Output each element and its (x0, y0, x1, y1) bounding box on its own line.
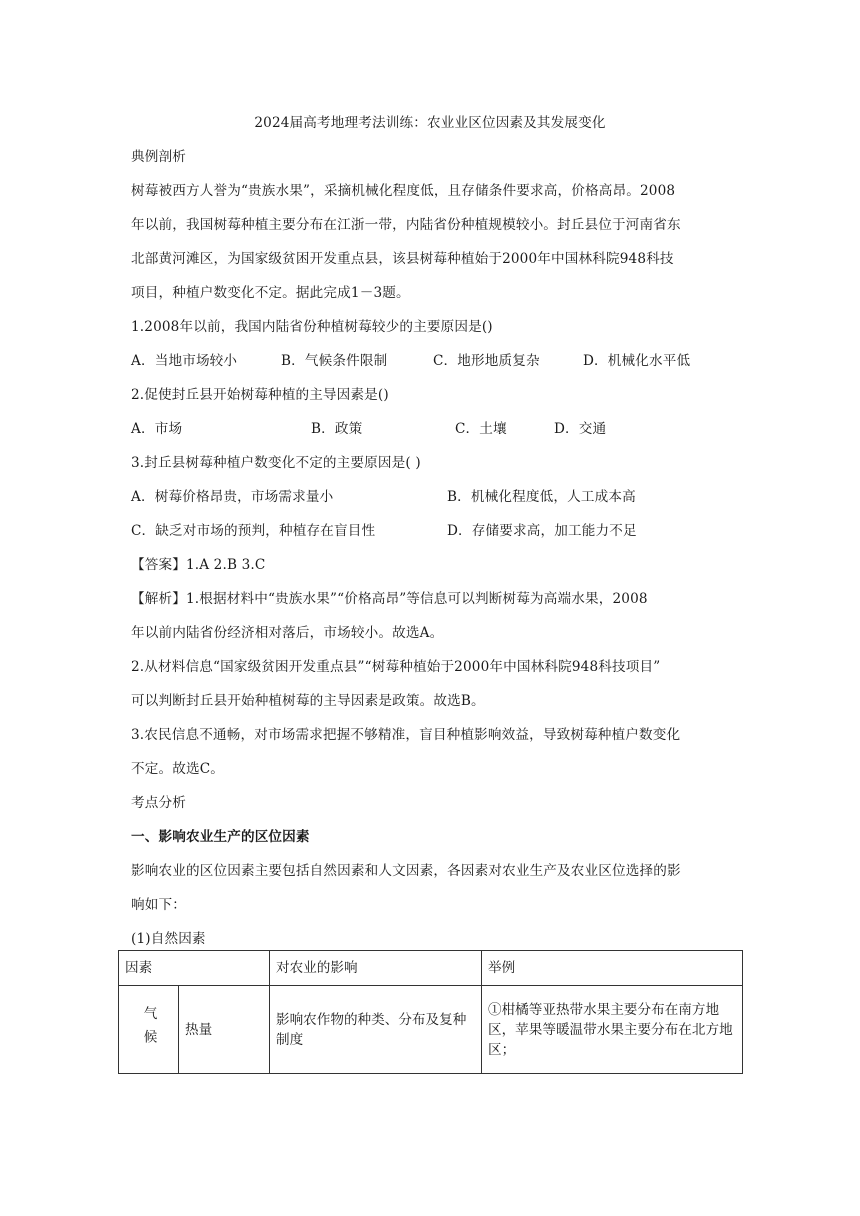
question-2-stem: 2.促使封丘县开始树莓种植的主导因素是() (131, 387, 389, 403)
factor-group-vertical-text: 气候 (140, 1005, 157, 1054)
analysis-line-4: 可以判断封丘县开始种植树莓的主导因素是政策。故选B。 (131, 693, 485, 709)
option: A．当地市场较小 (131, 353, 238, 369)
analysis-line-5: 3.农民信息不通畅，对市场需求把握不够精准，盲目种植影响效益，导致树莓种植户数变化 (131, 727, 681, 743)
option: C．地形地质复杂 (433, 353, 540, 369)
option: B．机械化程度低，人工成本高 (447, 489, 636, 505)
option: D．交通 (554, 421, 607, 437)
example-cell: ①柑橘等亚热带水果主要分布在南方地区，苹果等暖温带水果主要分布在北方地区； (482, 986, 743, 1074)
option: C．土壤 (455, 421, 507, 437)
natural-factors-heading: (1)自然因素 (131, 931, 206, 947)
table-row (119, 986, 743, 1074)
section-points-heading: 考点分析 (131, 795, 186, 811)
option: D．存储要求高，加工能力不足 (447, 523, 637, 539)
header-effect: 对农业的影响 (270, 951, 482, 986)
document-title: 2024届高考地理考法训练：农业业区位因素及其发展变化 (254, 115, 606, 131)
header-factor: 因素 (119, 951, 270, 986)
material-line-2: 年以前，我国树莓种植主要分布在江浙一带，内陆省份种植规模较小。封丘县位于河南省东 (131, 217, 681, 233)
material-line-3: 北部黄河滩区，为国家级贫困开发重点县，该县树莓种植始于2000年中国林科院948科技 (131, 251, 674, 267)
question-3-stem: 3.封丘县树莓种植户数变化不定的主要原因是( ) (131, 455, 421, 471)
header-example: 举例 (482, 951, 743, 986)
analysis-line-1: 【解析】1.根据材料中“贵族水果”“价格高昂”等信息可以判断树莓为高端水果，2008 (131, 591, 648, 607)
question-1-stem: 1.2008年以前，我国内陆省份种植树莓较少的主要原因是() (131, 319, 493, 335)
heading-location-factors: 一、影响农业生产的区位因素 (131, 829, 310, 845)
analysis-line-6: 不定。故选C。 (131, 761, 225, 777)
section-example-heading: 典例剖析 (131, 149, 186, 165)
option: A．市场 (131, 421, 183, 437)
option: C．缺乏对市场的预判，种植存在盲目性 (131, 523, 376, 539)
material-line-4: 项目，种植户数变化不定。据此完成1－3题。 (131, 285, 410, 301)
material-line-1: 树莓被西方人誉为“贵族水果”，采摘机械化程度低，且存储条件要求高，价格高昂。2008 (131, 183, 676, 199)
option: A．树莓价格昂贵，市场需求量小 (131, 489, 334, 505)
intro-line-2: 响如下： (131, 897, 186, 913)
option: B．气候条件限制 (281, 353, 388, 369)
natural-factors-table (118, 950, 743, 1074)
analysis-line-3: 2.从材料信息“国家级贫困开发重点县”“树莓种植始于2000年中国林科院948科技项目” (131, 659, 661, 675)
answer-line: 【答案】1.A 2.B 3.C (131, 557, 266, 573)
option: D．机械化水平低 (583, 353, 691, 369)
table-header-row (119, 951, 743, 986)
option: B．政策 (311, 421, 363, 437)
factor-group-cell (119, 986, 179, 1074)
analysis-line-2: 年以前内陆省份经济相对落后，市场较小。故选A。 (131, 625, 444, 641)
effect-cell: 影响农作物的种类、分布及复种制度 (270, 986, 482, 1074)
intro-line-1: 影响农业的区位因素主要包括自然因素和人文因素，各因素对农业生产及农业区位选择的影 (131, 863, 681, 879)
factor-cell: 热量 (179, 986, 270, 1074)
